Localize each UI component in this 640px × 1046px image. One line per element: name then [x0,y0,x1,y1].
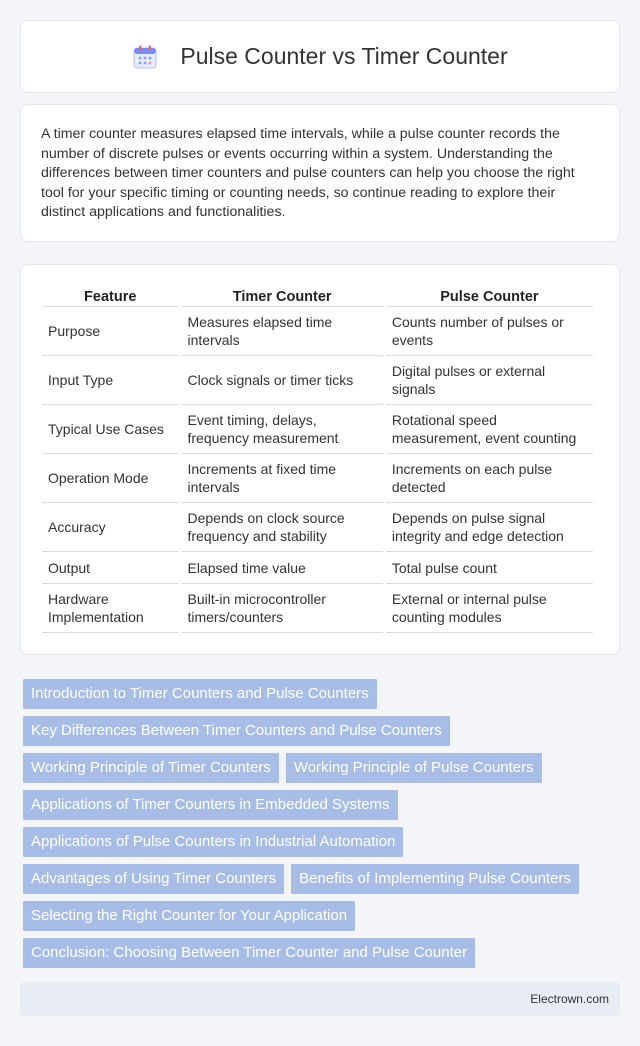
table-row [42,503,593,552]
intro-card [20,104,620,242]
calendar-icon [132,44,158,70]
related-link[interactable]: Applications of Pulse Counters in Industrial Automation [23,827,403,857]
table-cell: Purpose [42,307,178,356]
related-link[interactable]: Benefits of Implementing Pulse Counters [291,864,579,894]
related-links [23,679,623,975]
comparison-table [39,283,596,633]
table-cell: Digital pulses or external signals [386,356,593,405]
related-link[interactable]: Working Principle of Pulse Counters [286,753,542,783]
related-link[interactable]: Selecting the Right Counter for Your Application [23,901,355,931]
table-cell: Event timing, delays, frequency measurement [181,405,382,454]
table-cell: Accuracy [42,503,178,552]
table-cell: Typical Use Cases [42,405,178,454]
table-header-cell: Timer Counter [181,283,382,307]
table-header-cell: Feature [42,283,178,307]
table-cell: Clock signals or timer ticks [181,356,382,405]
title-card [20,20,620,93]
link-row [23,790,623,820]
table-cell: Output [42,552,178,584]
table-cell: Depends on pulse signal integrity and edge detection [386,503,593,552]
table-cell: Hardware Implementation [42,584,178,633]
table-cell: Input Type [42,356,178,405]
table-header-row [42,283,593,307]
related-link[interactable]: Introduction to Timer Counters and Pulse Counters [23,679,377,709]
link-row [23,679,623,709]
table-row [42,405,593,454]
link-row [23,827,623,857]
table-row [42,584,593,633]
table-header-cell: Pulse Counter [386,283,593,307]
table-row [42,307,593,356]
related-link[interactable]: Key Differences Between Timer Counters and Pulse Counters [23,716,450,746]
footer-site-name[interactable]: Electrown.com [530,992,609,1006]
link-row [23,901,623,931]
related-link[interactable]: Working Principle of Timer Counters [23,753,279,783]
table-cell: Elapsed time value [181,552,382,584]
table-cell: Total pulse count [386,552,593,584]
footer [20,982,620,1016]
table-row [42,454,593,503]
table-cell: External or internal pulse counting modules [386,584,593,633]
related-link[interactable]: Conclusion: Choosing Between Timer Counter and Pulse Counter [23,938,475,968]
table-cell: Increments on each pulse detected [386,454,593,503]
intro-text: A timer counter measures elapsed time intervals, while a pulse counter records the number of discrete pulses or events occurring within a system. Understanding the differences between timer counters and pulse counters can help you choose the right tool for your specific timing or counting needs, so continue reading to explore their distinct applications and functionalities. [41,126,575,220]
table-cell: Depends on clock source frequency and stability [181,503,382,552]
link-row [23,864,623,894]
table-row [42,552,593,584]
table-cell: Built-in microcontroller timers/counters [181,584,382,633]
comparison-table-card [20,264,620,655]
table-cell: Operation Mode [42,454,178,503]
table-cell: Rotational speed measurement, event counting [386,405,593,454]
link-row [23,938,623,968]
related-link[interactable]: Advantages of Using Timer Counters [23,864,284,894]
link-row [23,716,623,746]
link-row [23,753,623,783]
page-title: Pulse Counter vs Timer Counter [180,43,508,69]
table-cell: Measures elapsed time intervals [181,307,382,356]
related-link[interactable]: Applications of Timer Counters in Embedded Systems [23,790,398,820]
table-row [42,356,593,405]
table-cell: Counts number of pulses or events [386,307,593,356]
table-cell: Increments at fixed time intervals [181,454,382,503]
